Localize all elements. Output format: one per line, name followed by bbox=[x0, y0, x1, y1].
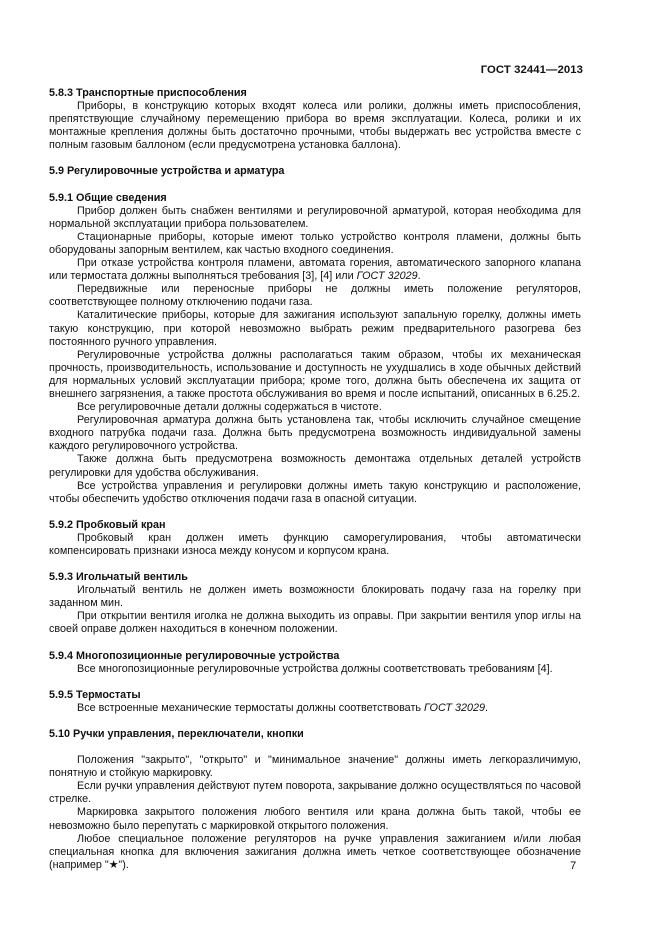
paragraph: Регулировочные устройства должны располагаться таким образом, чтобы их механическая прочность, производительность, использование и доступность не ухудшались в ходе обычных действий для нормальных условий эксплуатации прибора; кроме того, должна быть обеспечена их защита от внешнего загрязнения, а также простота обслуживания во время и после испытаний, описанных в 6.25.2. bbox=[49, 348, 581, 400]
paragraph: Игольчатый вентиль не должен иметь возможности блокировать подачу газа на горелку при заданном мин. bbox=[49, 584, 581, 610]
paragraph bbox=[49, 257, 581, 283]
paragraph-tail: . bbox=[485, 701, 489, 714]
paragraph-text: При отказе устройства контроля пламени, автомата горения, автоматического запорного клапана или термостата должны выполняться требования [3], [4] или bbox=[49, 257, 581, 283]
paragraph: Любое специальное положение регуляторов на ручке управления зажиганием и/или любая специальная кнопка для включения зажигания должна иметь четкое соответствующее обозначение (например "★"). bbox=[49, 832, 581, 871]
section-5-8-3 bbox=[49, 87, 581, 152]
section-5-9-5 bbox=[49, 689, 581, 715]
paragraph: Приборы, в конструкцию которых входят колеса или ролики, должны иметь приспособления, препятствующие случайному перемещению прибора во время эксплуатации. Колеса, ролики и их монтажные крепления должны быть достаточно прочными, чтобы выдержать вес устройства вместе с полным газовым баллоном (если предусмотрена установка баллона). bbox=[49, 100, 581, 152]
document-body bbox=[49, 87, 581, 872]
paragraph: Стационарные приборы, которые имеют только устройство контроля пламени, должны быть оборудованы запорным вентилем, как частью входного соединения. bbox=[49, 230, 581, 256]
section-5-9-4 bbox=[49, 650, 581, 676]
section-heading: 5.8.3 Транспортные приспособления bbox=[49, 87, 247, 99]
paragraph: Все устройства управления и регулировки должны иметь такую конструкцию и расположение, чтобы обеспечить удобство отключения подачи газа в опасной ситуации. bbox=[49, 479, 581, 505]
gost-reference: ГОСТ 32029 bbox=[424, 701, 486, 714]
paragraph: Передвижные или переносные приборы не должны иметь положение регуляторов, соответствующее полному отключению подачи газа. bbox=[49, 283, 581, 309]
gost-reference: ГОСТ 32029 bbox=[356, 270, 418, 283]
section-heading: 5.9.2 Пробковый кран bbox=[49, 518, 166, 531]
section-5-9 bbox=[49, 165, 581, 178]
paragraph: Регулировочная арматура должна быть установлена так, чтобы исключить случайное смещение входного патрубка подачи газа. Должна быть предусмотрена возможность индивидуальной замены каждого регулировочного устройства. bbox=[49, 414, 581, 453]
paragraph: При открытии вентиля иголка не должна выходить из оправы. При закрытии вентиля упор иглы на своей оправе должен находиться в конечном положении. bbox=[49, 610, 581, 636]
section-5-9-1 bbox=[49, 192, 581, 506]
paragraph: Маркировка закрытого положения любого вентиля или крана должна быть такой, чтобы ее невозможно было перепутать с маркировкой открытого положения. bbox=[49, 806, 581, 832]
section-heading: 5.10 Ручки управления, переключатели, кнопки bbox=[49, 727, 304, 740]
paragraph: Прибор должен быть снабжен вентилями и регулировочной арматурой, которая необходима для нормальной эксплуатации прибора пользователем. bbox=[49, 204, 581, 230]
paragraph: Все многопозиционные регулировочные устройства должны соответствовать требованиям [4]. bbox=[77, 662, 553, 675]
section-5-10 bbox=[49, 728, 581, 872]
paragraph: Все регулировочные детали должны содержаться в чистоте. bbox=[77, 401, 382, 414]
section-heading: 5.9.1 Общие сведения bbox=[49, 191, 167, 204]
section-5-9-3 bbox=[49, 571, 581, 636]
page-header: ГОСТ 32441—2013 bbox=[480, 64, 583, 76]
section-heading: 5.9.5 Термостаты bbox=[49, 688, 141, 701]
paragraph-text: Все встроенные механические термостаты должны соответствовать bbox=[77, 701, 425, 714]
section-heading: 5.9.4 Многопозиционные регулировочные устройства bbox=[49, 649, 340, 662]
paragraph-tail: . bbox=[417, 270, 421, 283]
paragraph: Если ручки управления действуют путем поворота, закрывание должно осуществляться по часовой стрелке. bbox=[49, 780, 581, 806]
section-heading: 5.9 Регулировочные устройства и арматура bbox=[49, 165, 285, 178]
section-5-9-2 bbox=[49, 519, 581, 558]
paragraph: Положения "закрыто", "открыто" и "минимальное значение" должны иметь легкоразличимую, понятную и стойкую маркировку. bbox=[49, 754, 581, 780]
paragraph: Каталитические приборы, которые для зажигания используют запальную горелку, должны иметь такую конструкцию, при которой невозможно выбрать режим предварительного разогрева без постоянного ручного управления. bbox=[49, 309, 581, 348]
paragraph: Пробковый кран должен иметь функцию саморегулирования, чтобы автоматически компенсировать признаки износа между конусом и корпусом крана. bbox=[49, 531, 581, 557]
paragraph: Также должна быть предусмотрена возможность демонтажа отдельных деталей устройств регулировки для удобства обслуживания. bbox=[49, 453, 581, 479]
page-number: 7 bbox=[570, 860, 577, 872]
section-heading: 5.9.3 Игольчатый вентиль bbox=[49, 571, 188, 584]
paragraph bbox=[49, 702, 581, 715]
